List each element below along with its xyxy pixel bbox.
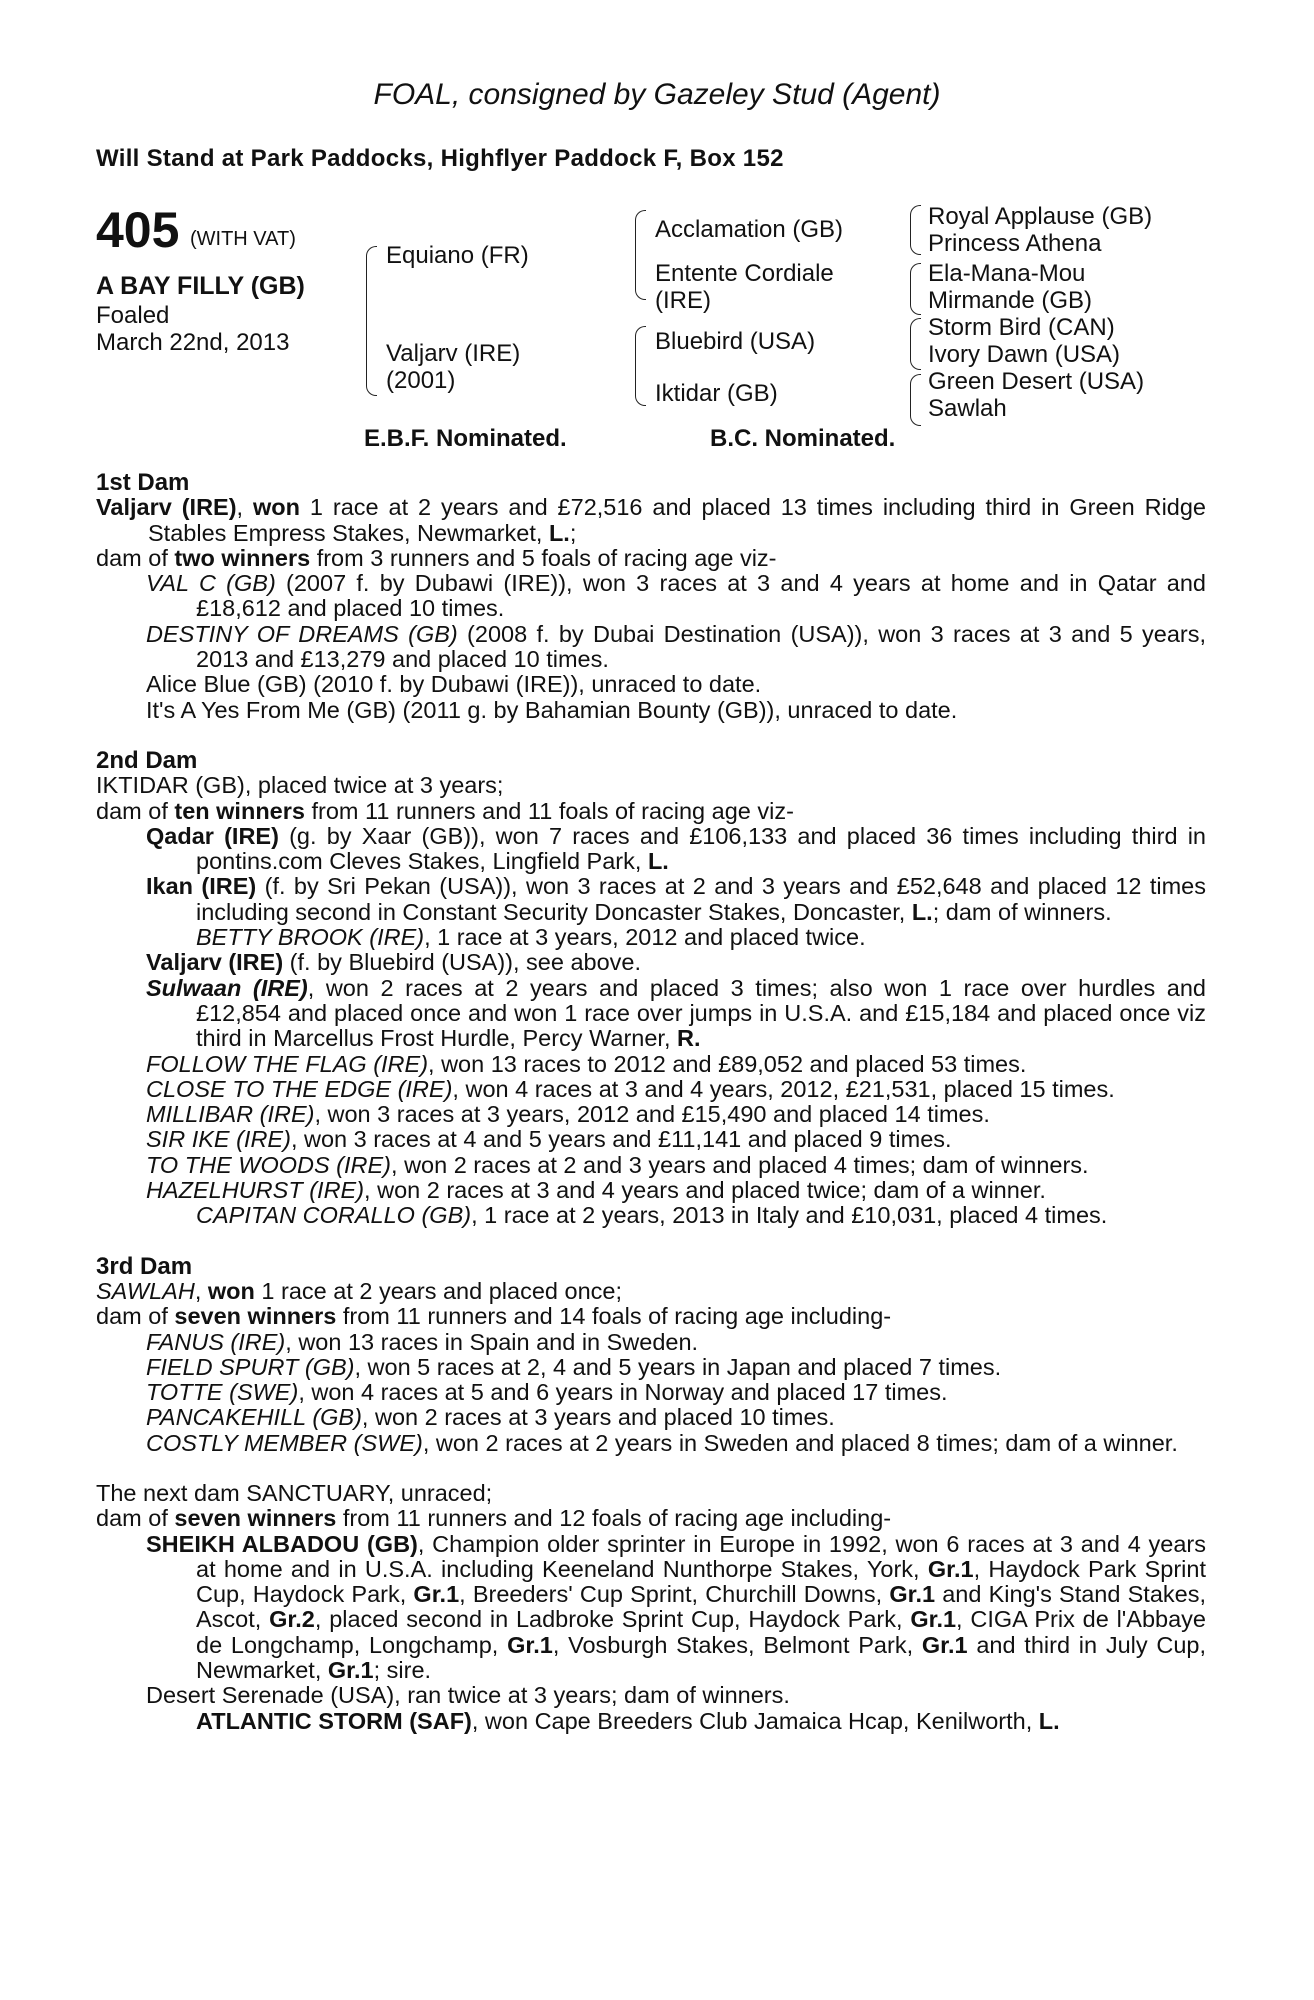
section-gap bbox=[96, 1456, 1206, 1481]
group-marker: Gr.1 bbox=[921, 1631, 968, 1658]
foaled-info bbox=[96, 302, 289, 356]
ancestor-8: Sawlah bbox=[928, 395, 1007, 422]
produce-record: , won 5 races at 2, 4 and 5 years in Japan and placed 7 times. bbox=[354, 1353, 1002, 1380]
pedigree-brace-sire bbox=[635, 210, 646, 300]
pedigree-brace-g2 bbox=[910, 263, 921, 315]
dam-name: Valjarv (IRE) bbox=[386, 340, 521, 367]
ancestor-3: Ela-Mana-Mou bbox=[928, 260, 1086, 287]
produce-record: , won 4 races at 5 and 6 years in Norway and placed 17 times. bbox=[298, 1379, 948, 1406]
ancestor-2: Princess Athena bbox=[928, 230, 1102, 257]
produce-name: FOLLOW THE FLAG (IRE) bbox=[146, 1050, 429, 1077]
produce-record: , won Cape Breeders Club Jamaica Hcap, Kenilworth, bbox=[471, 1707, 1039, 1734]
text: ; sire. bbox=[373, 1657, 432, 1684]
produce-entry bbox=[96, 1127, 1206, 1152]
text: , Breeders' Cup Sprint, Churchill Downs, bbox=[459, 1581, 890, 1608]
produce-entry bbox=[96, 622, 1206, 673]
produce-entry bbox=[96, 571, 1206, 622]
foaled-date: March 22nd, 2013 bbox=[96, 329, 290, 356]
group-marker: Gr.2 bbox=[269, 1606, 315, 1633]
first-dam-record: Valjarv (IRE), won 1 race at 2 years and £72,516 and placed 13 times including third in Green Ridge Stables Empress Stakes, Newmarket, L.; bbox=[96, 494, 1206, 546]
group-marker: Gr.1 bbox=[327, 1657, 374, 1684]
pedigree-brace-gen1 bbox=[366, 246, 377, 396]
listed-marker: L. bbox=[647, 848, 669, 875]
produce-entry: It's A Yes From Me (GB) (2011 g. by Bahamian Bounty (GB)), unraced to date. bbox=[146, 696, 958, 723]
produce-name: ATLANTIC STORM (SAF) bbox=[196, 1707, 472, 1734]
produce-name: FANUS (IRE) bbox=[146, 1328, 286, 1355]
produce-record: , won 2 races at 2 years in Sweden and placed 8 times; dam of a winner. bbox=[422, 1429, 1178, 1456]
winners-count: seven winners bbox=[174, 1303, 337, 1330]
won-label: won bbox=[207, 1277, 255, 1304]
sire-name: Equiano (FR) bbox=[386, 242, 529, 269]
winners-count: two winners bbox=[174, 544, 311, 571]
grandprogeny-entry bbox=[96, 1203, 1206, 1228]
next-dam-record: The next dam SANCTUARY, unraced; bbox=[96, 1479, 493, 1506]
ebf-nominated: E.B.F. Nominated. bbox=[364, 425, 567, 452]
punct: ; bbox=[569, 519, 577, 546]
produce-record: (2007 f. by Dubawi (IRE)), won 3 races at 3 and 4 years at home and in Qatar and £18,612 and placed 10 times. bbox=[196, 570, 1206, 622]
catalogue-body bbox=[96, 470, 1206, 1734]
group-marker: Gr.1 bbox=[413, 1581, 460, 1608]
produce-entry bbox=[96, 1077, 1206, 1102]
winners-count: seven winners bbox=[174, 1505, 337, 1532]
produce-record: (2008 f. by Dubai Destination (USA)), won 3 races at 3 and 5 years, 2013 and £13,279 and placed 10 times. bbox=[196, 620, 1206, 673]
produce-name: FIELD SPURT (GB) bbox=[146, 1353, 355, 1380]
text: , placed second in Ladbroke Sprint Cup, Haydock Park, bbox=[314, 1606, 911, 1633]
produce-entry bbox=[96, 1532, 1206, 1684]
text: and King's Stand Stakes, Ascot, bbox=[196, 1581, 1206, 1633]
dam-sire: Bluebird (USA) bbox=[655, 328, 816, 355]
produce-name: HAZELHURST (IRE) bbox=[146, 1177, 365, 1204]
produce-name: VAL C (GB) bbox=[146, 570, 276, 597]
produce-name: Qadar (IRE) bbox=[146, 822, 279, 849]
group-marker: Gr.1 bbox=[927, 1555, 974, 1582]
vat-label: (WITH VAT) bbox=[190, 228, 296, 250]
produce-entry: Desert Serenade (USA), ran twice at 3 years; dam of winners. bbox=[146, 1682, 790, 1709]
grandprogeny-entry bbox=[96, 925, 1206, 950]
third-dam-heading: 3rd Dam bbox=[96, 1252, 193, 1280]
first-dam-name: Valjarv (IRE) bbox=[96, 494, 237, 521]
text: from 11 runners and 12 foals of racing age including- bbox=[336, 1505, 892, 1532]
produce-name: COSTLY MEMBER (SWE) bbox=[146, 1429, 423, 1456]
consignment-line: FOAL, consigned by Gazeley Stud (Agent) bbox=[373, 78, 941, 111]
text: , Haydock Park Sprint Cup, Haydock Park, bbox=[196, 1555, 1206, 1608]
section-gap bbox=[96, 1229, 1206, 1254]
produce-name: SIR IKE (IRE) bbox=[146, 1126, 291, 1153]
sire-dam-line1: Entente Cordiale bbox=[655, 260, 834, 287]
dam-dam: Iktidar (GB) bbox=[655, 380, 778, 407]
produce-name: CAPITAN CORALLO (GB) bbox=[196, 1202, 472, 1229]
first-dam-heading: 1st Dam bbox=[96, 469, 190, 496]
produce-record: , won 13 races to 2012 and £89,052 and placed 53 times. bbox=[428, 1050, 1027, 1077]
third-dam-record bbox=[96, 1279, 1206, 1304]
produce-entry bbox=[96, 950, 1206, 975]
produce-record: , won 2 races at 2 years and placed 3 times; also won 1 race over hurdles and £12,854 and placed once and won 1 race over jumps in U.S.A. and £15,184 and placed once viz third in Marcellus Frost Hurdle, Percy Warner, bbox=[196, 974, 1206, 1052]
sire-dam-line2: (IRE) bbox=[655, 287, 711, 314]
next-dam-produce-summary bbox=[96, 1506, 1206, 1531]
dam-year: (2001) bbox=[386, 367, 456, 394]
first-dam-produce-summary bbox=[96, 546, 1206, 571]
produce-name: Valjarv (IRE) bbox=[146, 949, 284, 976]
punct: , bbox=[194, 1277, 208, 1304]
produce-record: , won 13 races in Spain and in Sweden. bbox=[285, 1328, 699, 1355]
produce-entry bbox=[96, 824, 1206, 875]
third-dam-produce-summary bbox=[96, 1304, 1206, 1329]
ancestor-6: Ivory Dawn (USA) bbox=[928, 341, 1121, 368]
produce-name: SHEIKH ALBADOU (GB) bbox=[146, 1530, 418, 1557]
pedigree-brace-g3 bbox=[910, 318, 921, 370]
produce-entry bbox=[96, 976, 1206, 1052]
grandprogeny-entry bbox=[96, 1709, 1206, 1734]
bc-nominated: B.C. Nominated. bbox=[710, 425, 896, 452]
text: dam of bbox=[96, 544, 175, 571]
text: from 3 runners and 5 foals of racing age viz- bbox=[310, 544, 777, 571]
produce-record: , won 2 races at 3 and 4 years and placed twice; dam of a winner. bbox=[364, 1177, 1046, 1204]
produce-name: CLOSE TO THE EDGE (IRE) bbox=[146, 1075, 453, 1102]
second-dam-heading: 2nd Dam bbox=[96, 746, 198, 774]
produce-name: PANCAKEHILL (GB) bbox=[146, 1404, 362, 1431]
text: dam of bbox=[96, 1303, 175, 1330]
produce-record: , won 2 races at 3 years and placed 10 times. bbox=[361, 1404, 835, 1431]
location-line: Will Stand at Park Paddocks, Highflyer Paddock F, Box 152 bbox=[96, 145, 784, 172]
produce-record: , won 3 races at 4 and 5 years and £11,141 and placed 9 times. bbox=[290, 1126, 952, 1153]
produce-record: , won 4 races at 3 and 4 years, 2012, £21,531, placed 15 times. bbox=[452, 1075, 1115, 1102]
produce-entry bbox=[96, 1380, 1206, 1405]
pedigree-brace-dam bbox=[635, 326, 646, 406]
produce-name: Sulwaan (IRE) bbox=[146, 974, 308, 1001]
group-marker: Gr.1 bbox=[889, 1581, 936, 1608]
restricted-marker: R. bbox=[677, 1025, 701, 1052]
ancestor-4: Mirmande (GB) bbox=[928, 287, 1093, 314]
produce-entry bbox=[96, 1431, 1206, 1456]
produce-entry bbox=[96, 1153, 1206, 1178]
produce-record: , 1 race at 3 years, 2012 and placed twice. bbox=[424, 924, 866, 951]
text: , CIGA Prix de l'Abbaye de Longchamp, Longchamp, bbox=[196, 1606, 1206, 1658]
produce-entry bbox=[96, 1178, 1206, 1203]
horse-name: A BAY FILLY (GB) bbox=[96, 272, 305, 300]
produce-name: BETTY BROOK (IRE) bbox=[196, 924, 425, 951]
ancestor-5: Storm Bird (CAN) bbox=[928, 314, 1115, 341]
listed-marker: L. bbox=[1038, 1707, 1060, 1734]
text: 1 race at 2 years and placed once; bbox=[254, 1277, 622, 1304]
produce-entry bbox=[96, 1052, 1206, 1077]
produce-entry bbox=[96, 1355, 1206, 1380]
produce-entry bbox=[96, 1330, 1206, 1355]
ancestor-1: Royal Applause (GB) bbox=[928, 203, 1153, 230]
text: , Champion older sprinter in Europe in 1992, won 6 races at 3 and 4 years at home and in U.S.A. including Keeneland Nunthorpe Stakes, York, bbox=[196, 1530, 1207, 1582]
text: and third in July Cup, Newmarket, bbox=[196, 1631, 1207, 1684]
produce-record: (f. by Sri Pekan (USA)), won 3 races at 2 and 3 years and £52,648 and placed 12 times including second in Constant Security Doncaster Stakes, Doncaster, bbox=[196, 873, 1206, 925]
produce-name: TOTTE (SWE) bbox=[146, 1379, 299, 1406]
first-dam-won: won bbox=[253, 494, 300, 521]
produce-entry bbox=[96, 1102, 1206, 1127]
ancestor-7: Green Desert (USA) bbox=[928, 368, 1145, 395]
lot-number: 405 bbox=[96, 202, 180, 258]
produce-entry: Alice Blue (GB) (2010 f. by Dubawi (IRE)), unraced to date. bbox=[146, 671, 762, 698]
listed-marker: L. bbox=[548, 519, 570, 546]
produce-name: TO THE WOODS (IRE) bbox=[146, 1151, 392, 1178]
text: dam of bbox=[96, 797, 175, 824]
text: from 11 runners and 11 foals of racing age viz- bbox=[304, 797, 794, 824]
pedigree-brace-g4 bbox=[910, 374, 921, 426]
produce-name: MILLIBAR (IRE) bbox=[146, 1101, 315, 1128]
pedigree-brace-g1 bbox=[910, 205, 921, 255]
sire-sire: Acclamation (GB) bbox=[655, 216, 844, 243]
section-gap bbox=[96, 723, 1206, 748]
produce-record: , 1 race at 2 years, 2013 in Italy and £10,031, placed 4 times. bbox=[471, 1202, 1108, 1229]
produce-record: , won 3 races at 3 years, 2012 and £15,490 and placed 14 times. bbox=[314, 1101, 990, 1128]
second-dam-produce-summary bbox=[96, 799, 1206, 824]
text: , Vosburgh Stakes, Belmont Park, bbox=[552, 1631, 922, 1658]
listed-marker: L. bbox=[911, 898, 933, 925]
winners-count: ten winners bbox=[174, 797, 305, 824]
text: dam of bbox=[96, 1505, 175, 1532]
group-marker: Gr.1 bbox=[507, 1631, 553, 1658]
second-dam-record: IKTIDAR (GB), placed twice at 3 years; bbox=[96, 772, 504, 799]
text: from 11 runners and 14 foals of racing age including- bbox=[336, 1303, 892, 1330]
produce-name: Ikan (IRE) bbox=[146, 873, 257, 900]
produce-record: (g. by Xaar (GB)), won 7 races and £106,133 and placed 36 times including third in pontins.com Cleves Stakes, Lingfield Park, bbox=[196, 822, 1206, 875]
produce-name: DESTINY OF DREAMS (GB) bbox=[146, 620, 458, 647]
first-dam-record-text: 1 race at 2 years and £72,516 and placed 13 times including third in Green Ridge Stables Empress Stakes, Newmarket, bbox=[148, 494, 1206, 546]
produce-record-end: ; dam of winners. bbox=[932, 898, 1112, 925]
produce-record: , won 2 races at 2 and 3 years and placed 4 times; dam of winners. bbox=[391, 1151, 1089, 1178]
produce-entry bbox=[96, 874, 1206, 925]
foaled-label: Foaled bbox=[96, 302, 170, 329]
third-dam-name: SAWLAH bbox=[96, 1277, 195, 1304]
produce-record: (f. by Bluebird (USA)), see above. bbox=[283, 949, 642, 976]
group-marker: Gr.1 bbox=[910, 1606, 957, 1633]
produce-entry bbox=[96, 1405, 1206, 1430]
